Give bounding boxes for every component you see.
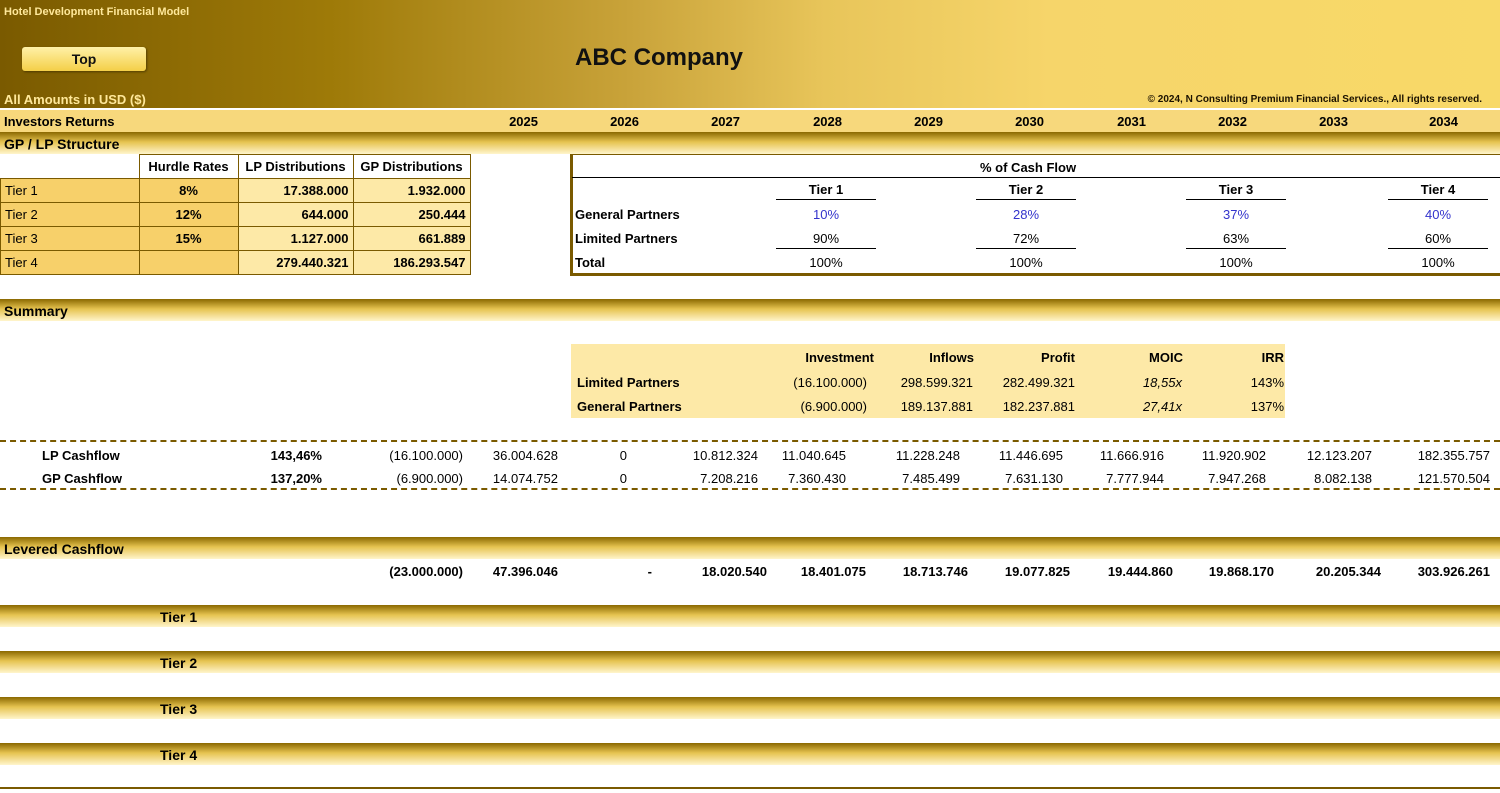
- year-header: 2031: [1117, 114, 1146, 129]
- gp-value: 14.074.752: [492, 471, 558, 486]
- gp-irr: 137,20%: [270, 471, 322, 486]
- summary-col-header: IRR: [1261, 350, 1284, 365]
- lp-value: 36.004.628: [492, 448, 558, 463]
- gp-pct-input[interactable]: 28%: [1012, 207, 1040, 222]
- lp-distribution: 1.127.000: [238, 227, 353, 251]
- table-row: [1, 203, 471, 227]
- tier-header: Tier 3: [1218, 182, 1254, 197]
- gp-value: 0: [619, 471, 627, 486]
- gp-pct-input[interactable]: 10%: [812, 207, 840, 222]
- tier-label: Tier 4: [1, 251, 140, 275]
- gp-value: 8.082.138: [1314, 471, 1372, 486]
- levered-value: 18.020.540: [701, 564, 767, 579]
- gp-value: 7.360.430: [788, 471, 846, 486]
- levered-value: 18.401.075: [800, 564, 866, 579]
- summary-value: 137%: [1250, 399, 1284, 414]
- gp-cashflow-label: GP Cashflow: [42, 471, 122, 486]
- year-header: 2029: [914, 114, 943, 129]
- summary-value: 182.237.881: [1002, 399, 1075, 414]
- lp-value: 11.920.902: [1201, 448, 1266, 463]
- tier-section-title: Tier 2: [160, 655, 198, 671]
- summary-col-header: Profit: [1041, 350, 1075, 365]
- levered-value: 20.205.344: [1315, 564, 1381, 579]
- summary-row-label: General Partners: [577, 399, 682, 414]
- gp-distribution: 1.932.000: [353, 179, 470, 203]
- lp-distribution: 17.388.000: [238, 179, 353, 203]
- summary-value: 18,55x: [1142, 375, 1182, 390]
- levered-value: 18.713.746: [902, 564, 968, 579]
- gp-pct-input[interactable]: 40%: [1424, 207, 1452, 222]
- copyright-note: © 2024, N Consulting Premium Financial Services., All rights reserved.: [1147, 94, 1482, 105]
- section-title: GP / LP Structure: [4, 136, 120, 152]
- hurdle-table: [0, 154, 471, 275]
- summary-value: (16.100.000): [793, 375, 867, 390]
- levered-value: 19.444.860: [1107, 564, 1173, 579]
- row-label: General Partners: [575, 207, 680, 222]
- summary-band: [0, 299, 1500, 321]
- table-row: [1, 227, 471, 251]
- lp-pct: 60%: [1424, 231, 1452, 246]
- company-name: ABC Company: [575, 44, 744, 71]
- year-header: 2025: [509, 114, 538, 129]
- year-header: 2034: [1429, 114, 1458, 129]
- hurdle-rate[interactable]: 12%: [139, 203, 238, 227]
- gp-distribution: 250.444: [353, 203, 470, 227]
- year-header: 2027: [711, 114, 740, 129]
- gp-value: 7.947.268: [1208, 471, 1266, 486]
- tier-header: Tier 4: [1420, 182, 1456, 197]
- tier-section-title: Tier 4: [160, 747, 198, 763]
- tier-label: Tier 2: [1, 203, 140, 227]
- gp-value: 7.208.216: [700, 471, 758, 486]
- lp-pct: 72%: [1012, 231, 1040, 246]
- cash-flow-title: % of Cash Flow: [980, 160, 1077, 175]
- tier-label: Tier 1: [1, 179, 140, 203]
- summary-value: 282.499.321: [1002, 375, 1075, 390]
- tier-section-band: [0, 651, 1500, 673]
- bottom-border: [0, 787, 1500, 789]
- summary-value: 189.137.881: [900, 399, 973, 414]
- summary-value: 143%: [1250, 375, 1284, 390]
- lp-distribution: 279.440.321: [238, 251, 353, 275]
- year-header: 2033: [1319, 114, 1348, 129]
- header-banner: [0, 0, 1500, 108]
- levered-value: 19.077.825: [1004, 564, 1070, 579]
- table-row: [1, 251, 471, 275]
- lp-irr: 143,46%: [270, 448, 322, 463]
- hurdle-rate[interactable]: 8%: [139, 179, 238, 203]
- lp-value: 182.355.757: [1417, 448, 1490, 463]
- col-header: GP Distributions: [353, 155, 470, 179]
- lp-value: 10.812.324: [692, 448, 758, 463]
- gp-pct-input[interactable]: 37%: [1222, 207, 1250, 222]
- year-header: 2030: [1015, 114, 1044, 129]
- lp-value: 11.666.916: [1099, 448, 1164, 463]
- gp-value: 121.570.504: [1417, 471, 1490, 486]
- total-pct: 100%: [1219, 255, 1253, 270]
- summary-col-header: Inflows: [929, 350, 974, 365]
- total-pct: 100%: [1421, 255, 1455, 270]
- year-header: 2032: [1218, 114, 1247, 129]
- lp-value: 0: [619, 448, 627, 463]
- lp-initial: (16.100.000): [389, 448, 463, 463]
- lp-cashflow-label: LP Cashflow: [42, 448, 120, 463]
- tier-section-band: [0, 743, 1500, 765]
- row-label: Limited Partners: [575, 231, 678, 246]
- tier-label: Tier 3: [1, 227, 140, 251]
- lp-pct: 90%: [812, 231, 840, 246]
- levered-initial: (23.000.000): [389, 564, 463, 579]
- gp-distribution: 661.889: [353, 227, 470, 251]
- row-label: Total: [575, 255, 606, 270]
- app-title: Hotel Development Financial Model: [4, 6, 190, 18]
- lp-distribution: 644.000: [238, 203, 353, 227]
- section-title: Levered Cashflow: [4, 541, 124, 557]
- col-header: Hurdle Rates: [139, 155, 238, 179]
- lp-value: 12.123.207: [1306, 448, 1372, 463]
- tier-section-band: [0, 605, 1500, 627]
- dashed-divider: [0, 440, 1500, 442]
- gp-value: 7.777.944: [1106, 471, 1164, 486]
- gp-initial: (6.900.000): [396, 471, 463, 486]
- summary-value: 298.599.321: [900, 375, 973, 390]
- lp-value: 11.446.695: [998, 448, 1063, 463]
- levered-value: 19.868.170: [1208, 564, 1274, 579]
- section-title: Summary: [4, 303, 68, 319]
- summary-value: (6.900.000): [800, 399, 867, 414]
- levered-value: 303.926.261: [1417, 564, 1490, 579]
- investors-returns-label: Investors Returns: [4, 114, 115, 129]
- year-header: 2028: [813, 114, 842, 129]
- levered-value: 47.396.046: [492, 564, 558, 579]
- table-row: [1, 179, 471, 203]
- tier-section-title: Tier 1: [160, 609, 198, 625]
- tier-section-title: Tier 3: [160, 701, 198, 717]
- years-header-row: [0, 110, 1500, 132]
- lp-pct: 63%: [1222, 231, 1250, 246]
- summary-col-header: Investment: [805, 350, 874, 365]
- summary-col-header: MOIC: [1149, 350, 1183, 365]
- gp-lp-structure-band: [0, 132, 1500, 154]
- levered-value: -: [647, 564, 652, 579]
- summary-row-label: Limited Partners: [577, 375, 680, 390]
- total-pct: 100%: [809, 255, 843, 270]
- total-pct: 100%: [1009, 255, 1043, 270]
- col-header: LP Distributions: [238, 155, 353, 179]
- amounts-note: All Amounts in USD ($): [4, 92, 146, 107]
- lp-value: 11.040.645: [781, 448, 846, 463]
- lp-value: 11.228.248: [895, 448, 960, 463]
- hurdle-rate[interactable]: 15%: [139, 227, 238, 251]
- gp-value: 7.631.130: [1005, 471, 1063, 486]
- summary-value: 27,41x: [1142, 399, 1182, 414]
- tier-section-band: [0, 697, 1500, 719]
- tier-header: Tier 1: [808, 182, 844, 197]
- gp-distribution: 186.293.547: [353, 251, 470, 275]
- year-header: 2026: [610, 114, 639, 129]
- dashed-divider: [0, 488, 1500, 490]
- gp-value: 7.485.499: [902, 471, 960, 486]
- tier-header: Tier 2: [1008, 182, 1044, 197]
- hurdle-rate[interactable]: [139, 251, 238, 275]
- top-button[interactable]: Top: [22, 47, 146, 71]
- levered-cashflow-band: [0, 537, 1500, 559]
